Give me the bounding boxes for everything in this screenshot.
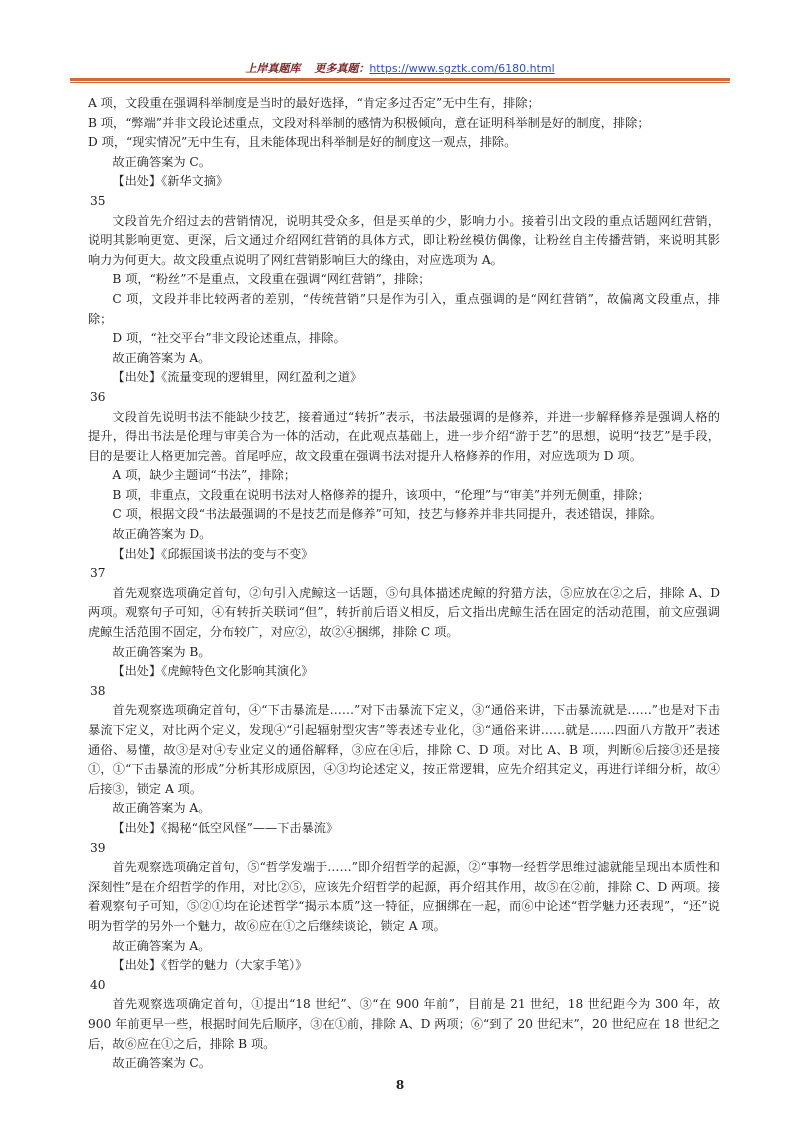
paragraph: 首先观察选项确定首句，②句引入虎鲸这一话题，⑤句具体描述虎鲸的狩猎方法，⑤应放在②之后，排除 A、D 两项。观察句子可知，④有转折关联词“但”，转折前后语义相反，后文指出虎鲸生活在固定的活动范围，前文应强调虎鲸生活范围不固定，分布较广，对应②，故②④捆绑，排除 C 项。 (88, 585, 720, 640)
paragraph: C 项，根据文段“书法最强调的不是技艺而是修养”可知，技艺与修养并非共同提升，表述错误，排除。 (112, 507, 663, 522)
paragraph: 故正确答案为 C。 (112, 154, 211, 169)
paragraph: B 项，非重点，文段重在说明书法对人格修养的提升，该项中，“伦理”与“审美”并列无侧重，排除； (112, 487, 650, 502)
paragraph: 故正确答案为 A。 (112, 938, 211, 953)
header-url-link[interactable]: https://www.sgztk.com/6180.html (369, 62, 555, 75)
paragraph: 文段首先介绍过去的营销情况，说明其受众多，但是买单的少，影响力小。接着引出文段的重点话题网红营销，说明其影响更宽、更深，后文通过介绍网红营销的具体方式，即让粉丝模仿偶像，让粉丝自主传播营销，来说明其影响力为何更大。故文段重点说明了网红营销影响巨大的缘由，对应选项为 A。 (88, 213, 720, 267)
paragraph: 故正确答案为 C。 (112, 1056, 211, 1071)
page-header (84, 60, 716, 78)
paragraph: 故正确答案为 B。 (112, 644, 211, 659)
paragraph: D 项，“现实情况”无中生有，且未能体现出科举制是好的制度这一观点，排除。 (88, 135, 517, 150)
paragraph: 故正确答案为 D。 (112, 527, 212, 542)
paragraph: D 项，“社交平台”非文段论述重点，排除。 (112, 331, 346, 346)
paragraph: 【出处】《哲学的魅力（大家手笔）》 (112, 958, 308, 973)
paragraph: 【出处】《新华文摘》 (112, 174, 229, 189)
header-rule (70, 78, 730, 81)
question-number: 39 (90, 840, 106, 855)
paragraph: 文段首先说明书法不能缺少技艺，接着通过“转折”表示，书法最强调的是修养，并进一步解释修养是强调人格的提升，得出书法是伦理与审美合为一体的活动，在此观点基础上，进一步介绍“游于艺”的思想，说明“技艺”是手段，目的是要让人格更加完善。首尾呼应，故文段重在强调书法对提升人格修养的作用，对应选项为 D 项。 (88, 409, 720, 463)
paragraph: A 项，缺少主题词“书法”，排除； (112, 468, 296, 483)
question-number: 35 (90, 193, 106, 208)
paragraph: B 项，“粉丝”不是重点，文段重在强调“网红营销”，排除； (112, 272, 431, 287)
question-number: 38 (90, 683, 106, 698)
paragraph: B 项，“弊端”并非文段论述重点，文段对科举制的感情为积极倾向，意在证明科举制是好的制度，排除； (88, 115, 650, 130)
paragraph: 故正确答案为 A。 (112, 350, 211, 365)
paragraph: C 项，文段并非比较两者的差别，“传统营销”只是作为引入，重点强调的是“网红营销”，故偏离文段重点，排除； (88, 291, 720, 326)
question-number: 40 (90, 977, 106, 992)
paragraph: 【出处】《揭秘“低空风怪”——下击暴流》 (112, 820, 339, 835)
question-number: 36 (90, 389, 106, 404)
paragraph: 首先观察选项确定首句，①提出“18 世纪”、③“在 900 年前”，目前是 21 世纪，18 世纪距今为 300 年，故 900 年前更早一些，根据时间先后顺序，③在①前，排除 A、D 两项；⑥“到了 20 世纪末”，20 世纪应在 18 世纪之后，故⑥应在①之后，排除 B 项。 (88, 997, 720, 1051)
paragraph: A 项，文段重在强调科举制度是当时的最好选择，“肯定多过否定”无中生有，排除； (88, 96, 540, 110)
page-number: 8 (395, 1078, 405, 1092)
paragraph: 【出处】《虎鲸特色文化影响其演化》 (112, 664, 314, 679)
document-body (88, 94, 720, 1074)
paragraph: 故正确答案为 A。 (112, 801, 211, 816)
more-questions-label: 更多真题： (314, 62, 370, 75)
paragraph: 首先观察选项确定首句，⑤“哲学发端于……”即介绍哲学的起源，②“事物一经哲学思维过滤就能呈现出本质性和深刻性”是在介绍哲学的作用，对比②⑤，应该先介绍哲学的起源，再介绍其作用，故⑤在②前，排除 C、D 两项。接着观察句子可知，⑤②①均在论述哲学“揭示本质”这一特征，应捆绑在一起，而⑥中论述“哲学魅力还表现”，“还”说明为哲学的另外一个魅力，故⑥应在①之后继续谈论，锁定 A 项。 (88, 860, 720, 933)
paragraph: 【出处】《邱振国谈书法的变与不变》 (112, 546, 314, 561)
site-name: 上岸真题库 (245, 62, 301, 75)
header-rule-thin (70, 82, 730, 83)
question-number: 37 (90, 566, 106, 581)
paragraph: 【出处】《流量变现的逻辑里，网红盈利之道》 (112, 370, 363, 385)
paragraph: 首先观察选项确定首句，④“下击暴流是……”对下击暴流下定义，③“通俗来讲，下击暴流就是……”也是对下击暴流下定义，对比两个定义，发现④“引起辐射型灾害”等表述专业化，③“通俗来讲……就是……四面八方散开”表述通俗、易懂，故③是对④专业定义的通俗解释，③应在④后，排除 C、D 项。对比 A、B 项，判断⑥后接③还是接①，①“下击暴流的形成”分析其形成原因，④③均论述定义，按正常逻辑，应先介绍其定义，再进行详细分析，故④后接③，锁定 A 项。 (88, 703, 720, 796)
